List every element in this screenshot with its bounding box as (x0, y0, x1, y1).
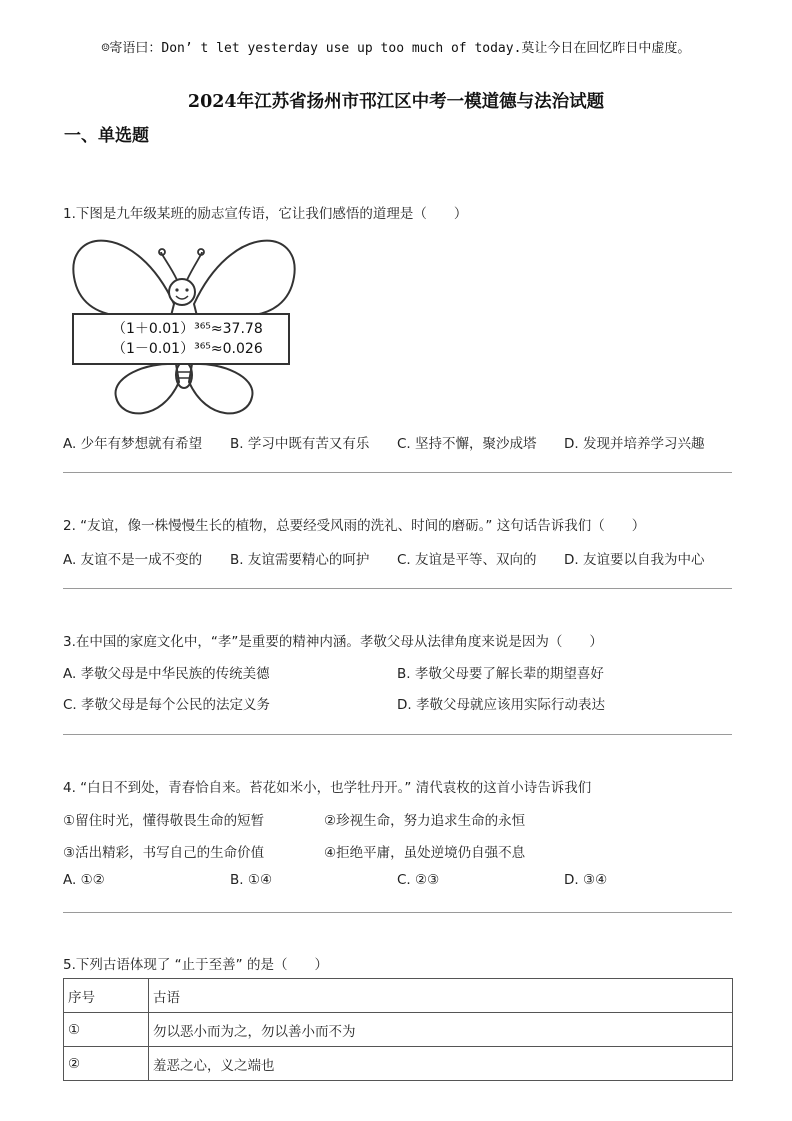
q4-stem: 4. “白日不到处，青春恰自来。苔花如米小，也学牡丹开。” 清代袁枚的这首小诗告诉我们 (63, 780, 592, 796)
q5-stem: 5.下列古语体现了 “止于至善” 的是（ ） (63, 957, 328, 973)
divider (63, 912, 732, 913)
table-row (64, 1047, 733, 1081)
page-title: 2024年江苏省扬州市邗江区中考一模道德与法治试题 (187, 92, 605, 112)
q3-option-c[interactable]: C. 孝敬父母是每个公民的法定义务 (63, 697, 271, 713)
q3-stem: 3.在中国的家庭文化中，“孝”是重要的精神内涵。孝敬父母从法律角度来说是因为（ ） (63, 634, 603, 650)
motto-line: ☺寄语曰：Don’ t let yesterday use up too much of today.莫让今日在回忆昨日中虚度。 (101, 41, 691, 56)
table-row (64, 1013, 733, 1047)
table-cell: ② (64, 1047, 149, 1081)
q3-option-a[interactable]: A. 孝敬父母是中华民族的传统美德 (63, 666, 270, 682)
butterfly-figure (66, 232, 302, 420)
divider (63, 588, 732, 589)
section-heading: 一、单选题 (64, 126, 149, 146)
q4-option-d[interactable]: D. ③④ (564, 872, 608, 888)
q2-stem: 2. “友谊，像一株慢慢生长的植物，总要经受风雨的洗礼、时间的磨砺。” 这句话告诉我们（ ） (63, 518, 646, 534)
q1-stem: 1.下图是九年级某班的励志宣传语，它让我们感悟的道理是（ ） (63, 206, 468, 222)
table-cell: ① (64, 1013, 149, 1047)
q4-statement-2: ②珍视生命，努力追求生命的永恒 (324, 813, 526, 829)
q2-option-b[interactable]: B. 友谊需要精心的呵护 (230, 552, 370, 568)
q2-option-d[interactable]: D. 友谊要以自我为中心 (564, 552, 705, 568)
q4-option-b[interactable]: B. ①④ (230, 872, 273, 888)
q1-option-d[interactable]: D. 发现并培养学习兴趣 (564, 436, 705, 452)
formula-line-1: （1＋0.01）³⁶⁵≈37.78 (112, 321, 263, 337)
q1-option-b[interactable]: B. 学习中既有苦又有乐 (230, 436, 370, 452)
divider (63, 734, 732, 735)
q5-table (63, 978, 733, 1081)
table-header-cell: 序号 (64, 979, 149, 1013)
q2-option-a[interactable]: A. 友谊不是一成不变的 (63, 552, 203, 568)
table-header-row (64, 979, 733, 1013)
q2-option-c[interactable]: C. 友谊是平等、双向的 (397, 552, 537, 568)
formula-line-2: （1－0.01）³⁶⁵≈0.026 (112, 341, 263, 357)
q4-option-a[interactable]: A. ①② (63, 872, 105, 888)
q4-statement-1: ①留住时光，懂得敬畏生命的短暂 (63, 813, 265, 829)
q1-option-c[interactable]: C. 坚持不懈，聚沙成塔 (397, 436, 537, 452)
q4-statement-3: ③活出精彩，书写自己的生命价值 (63, 845, 265, 861)
table-cell: 羞恶之心，义之端也 (149, 1047, 733, 1081)
q4-statement-4: ④拒绝平庸，虽处逆境仍自强不息 (324, 845, 526, 861)
table-cell: 勿以恶小而为之，勿以善小而不为 (149, 1013, 733, 1047)
q1-option-a[interactable]: A. 少年有梦想就有希望 (63, 436, 203, 452)
q3-option-b[interactable]: B. 孝敬父母要了解长辈的期望喜好 (397, 666, 604, 682)
q3-option-d[interactable]: D. 孝敬父母就应该用实际行动表达 (397, 697, 605, 713)
divider (63, 472, 732, 473)
q4-option-c[interactable]: C. ②③ (397, 872, 440, 888)
table-header-cell: 古语 (149, 979, 733, 1013)
